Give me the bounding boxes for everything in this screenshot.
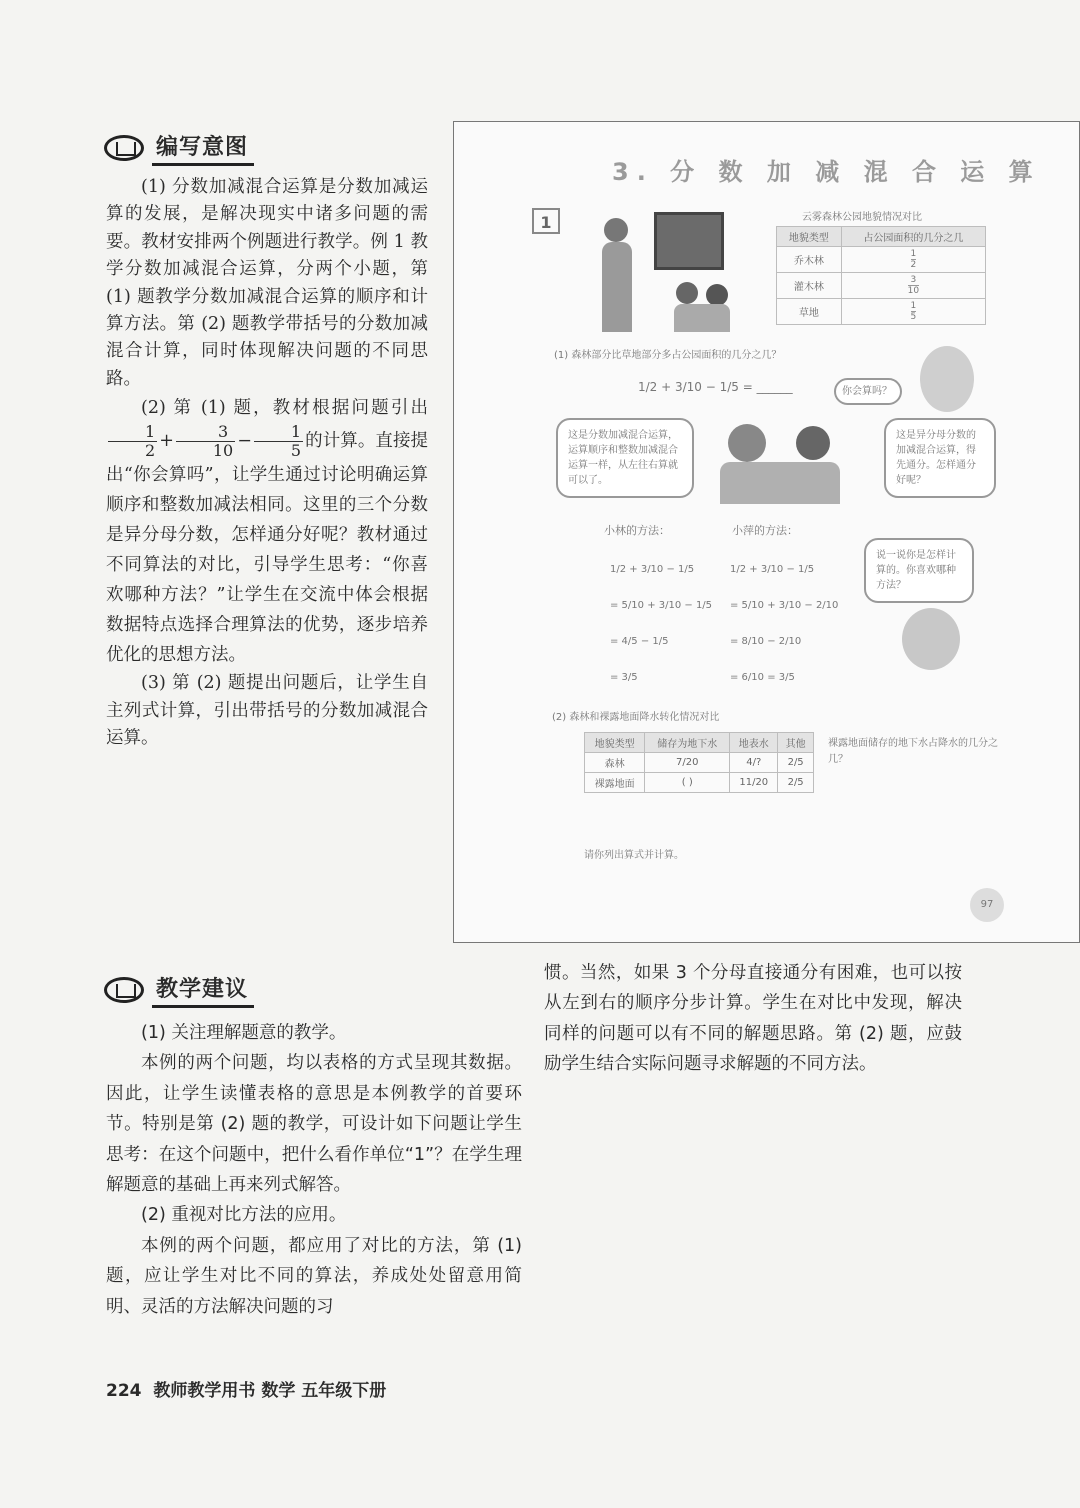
table2-question: 裸露地面储存的地下水占降水的几分之几？ <box>828 738 998 765</box>
table-row: 森林 7/20 4/? 2/5 <box>585 753 814 773</box>
book-icon <box>104 135 144 161</box>
intent-body <box>106 174 428 752</box>
example-number: 1 <box>532 208 560 234</box>
intent-paragraph-2: (2) 第 (1) 题，教材根据问题引出 $\frac{1}{2}$ + $\frac{3}{10}$ − $\frac{1}{5}$ 的计算。直接提出“你会算吗”，让学生通过讨论明确运算顺序和整数加减法相同。这里的三个分数是异分母分数，怎样通分好呢？教材通过不同算法的对比，引导学生思考：“你喜欢哪种方法？”让学生在交流中体会根据数据特点选择合理算法的优势，逐步培养优化的思想方法。 <box>106 398 428 666</box>
expression: 1/2 + 3/10 − 1/5 = ______ <box>638 380 793 394</box>
advice-icon <box>104 977 144 1003</box>
advice-point-2: (2) 重视对比方法的应用。 <box>141 1205 347 1226</box>
table2-note: 请你列出算式并计算。 <box>584 850 684 861</box>
advice-section-header <box>104 972 254 1008</box>
intent-paragraph-3: (3) 第 (2) 题提出问题后，让学生自主列式计算，引出带括号的分数加减混合运算。 <box>106 673 428 749</box>
table-row: 裸露地面 ( ) 11/20 2/5 <box>585 773 814 793</box>
water-conversion-table: 地貌类型 储存为地下水 地表水 其他 森林 7/20 4/? 2/5 裸露地面 ( ) 11/20 2/5 <box>584 732 814 793</box>
question-2: (2) 森林和裸露地面降水转化情况对比 <box>552 712 720 723</box>
landform-area-table: 地貌类型 占公园面积的几分之几 乔木林 $\frac{1}{2}$ 灌木林 $\frac{3}{10}$ 草地 $\frac{1}{5}$ <box>776 226 986 325</box>
bubble-right-student: 这是异分母分数的加减混合运算，得先通分。怎样通分好呢？ <box>884 418 996 498</box>
advice-paragraph-2: 本例的两个问题，都应用了对比的方法，第 (1) 题，应让学生对比不同的算法，养成处处留意用简明、灵活的方法解决问题的习 <box>106 1235 522 1317</box>
method-b-steps: 1/2 + 3/10 − 1/5 = 5/10 + 3/10 − 2/10 = 8/10 − 2/10 = 6/10 = 3/5 <box>730 564 839 683</box>
page-number: 224 <box>106 1381 142 1401</box>
table1-caption: 云雾森林公园地貌情况对比 <box>802 212 922 223</box>
advice-paragraph-1: 本例的两个问题，均以表格的方式呈现其数据。因此，让学生读懂表格的意思是本例教学的首要环节。特别是第 (2) 题的教学，可设计如下问题让学生思考：在这个问题中，把什么看作单位“1”？在学生理解题意的基础上再来列式解答。 <box>106 1053 522 1196</box>
pear-mascot-illustration <box>920 346 974 412</box>
book-name: 教师教学用书 数学 五年级下册 <box>153 1381 387 1401</box>
advice-left-column <box>106 1018 522 1322</box>
bubble-which-method: 说一说你是怎样计算的。你喜欢哪种方法？ <box>864 538 974 603</box>
advice-point-1: (1) 关注理解题意的教学。 <box>141 1023 347 1043</box>
question-1: (1) 森林部分比草地部分多占公园面积的几分之几？ <box>554 350 782 361</box>
round-mascot-illustration <box>902 608 960 670</box>
table-row: 乔木林 $\frac{1}{2}$ <box>777 247 986 273</box>
bubble-can-you: 你会算吗？ <box>834 378 902 405</box>
textbook-page-image <box>453 121 1080 943</box>
students-discussion-illustration <box>710 422 850 504</box>
fraction-3: $\frac{1}{5}$ <box>254 423 303 460</box>
method-b-label: 小萍的方法： <box>732 524 798 537</box>
teacher-students-illustration <box>602 212 732 332</box>
page-footer <box>106 1376 386 1401</box>
advice-title: 教学建议 <box>152 972 254 1008</box>
advice-paragraph-2-cont: 惯。当然，如果 3 个分母直接通分有困难，也可以按从左到右的顺序分步计算。学生在对比中发现，解决同样的问题可以有不同的解题思路。第 (2) 题，应鼓励学生结合实际问题寻求解题的不同方法。 <box>544 963 962 1075</box>
advice-right-column <box>544 958 962 1080</box>
method-a-label: 小林的方法： <box>604 524 670 537</box>
intent-title: 编写意图 <box>152 130 254 166</box>
intent-paragraph-1: (1) 分数加减混合运算是分数加减运算的发展，是解决现实中诸多问题的需要。教材安排两个例题进行教学。例 1 教学分数加减混合运算，分两个小题，第 (1) 题教学分数加减混合运算的顺序和计算方法。第 (2) 题教学带括号的分数加减混合计算，同时体现解决问题的不同思路。 <box>106 177 428 389</box>
bubble-left-student: 这是分数加减混合运算，运算顺序和整数加减混合运算一样，从左往右算就可以了。 <box>556 418 694 498</box>
book-page-number: 97 <box>970 888 1004 922</box>
fraction-2: $\frac{3}{10}$ <box>176 423 235 460</box>
fraction-1: $\frac{1}{2}$ <box>108 423 157 460</box>
table-row: 草地 $\frac{1}{5}$ <box>777 299 986 325</box>
table-row: 灌木林 $\frac{3}{10}$ <box>777 273 986 299</box>
intent-section-header <box>104 130 254 166</box>
method-a-steps: 1/2 + 3/10 − 1/5 = 5/10 + 3/10 − 1/5 = 4/5 − 1/5 = 3/5 <box>610 564 713 683</box>
book-lesson-title: 3. 分 数 加 减 混 合 运 算 <box>612 158 1041 186</box>
